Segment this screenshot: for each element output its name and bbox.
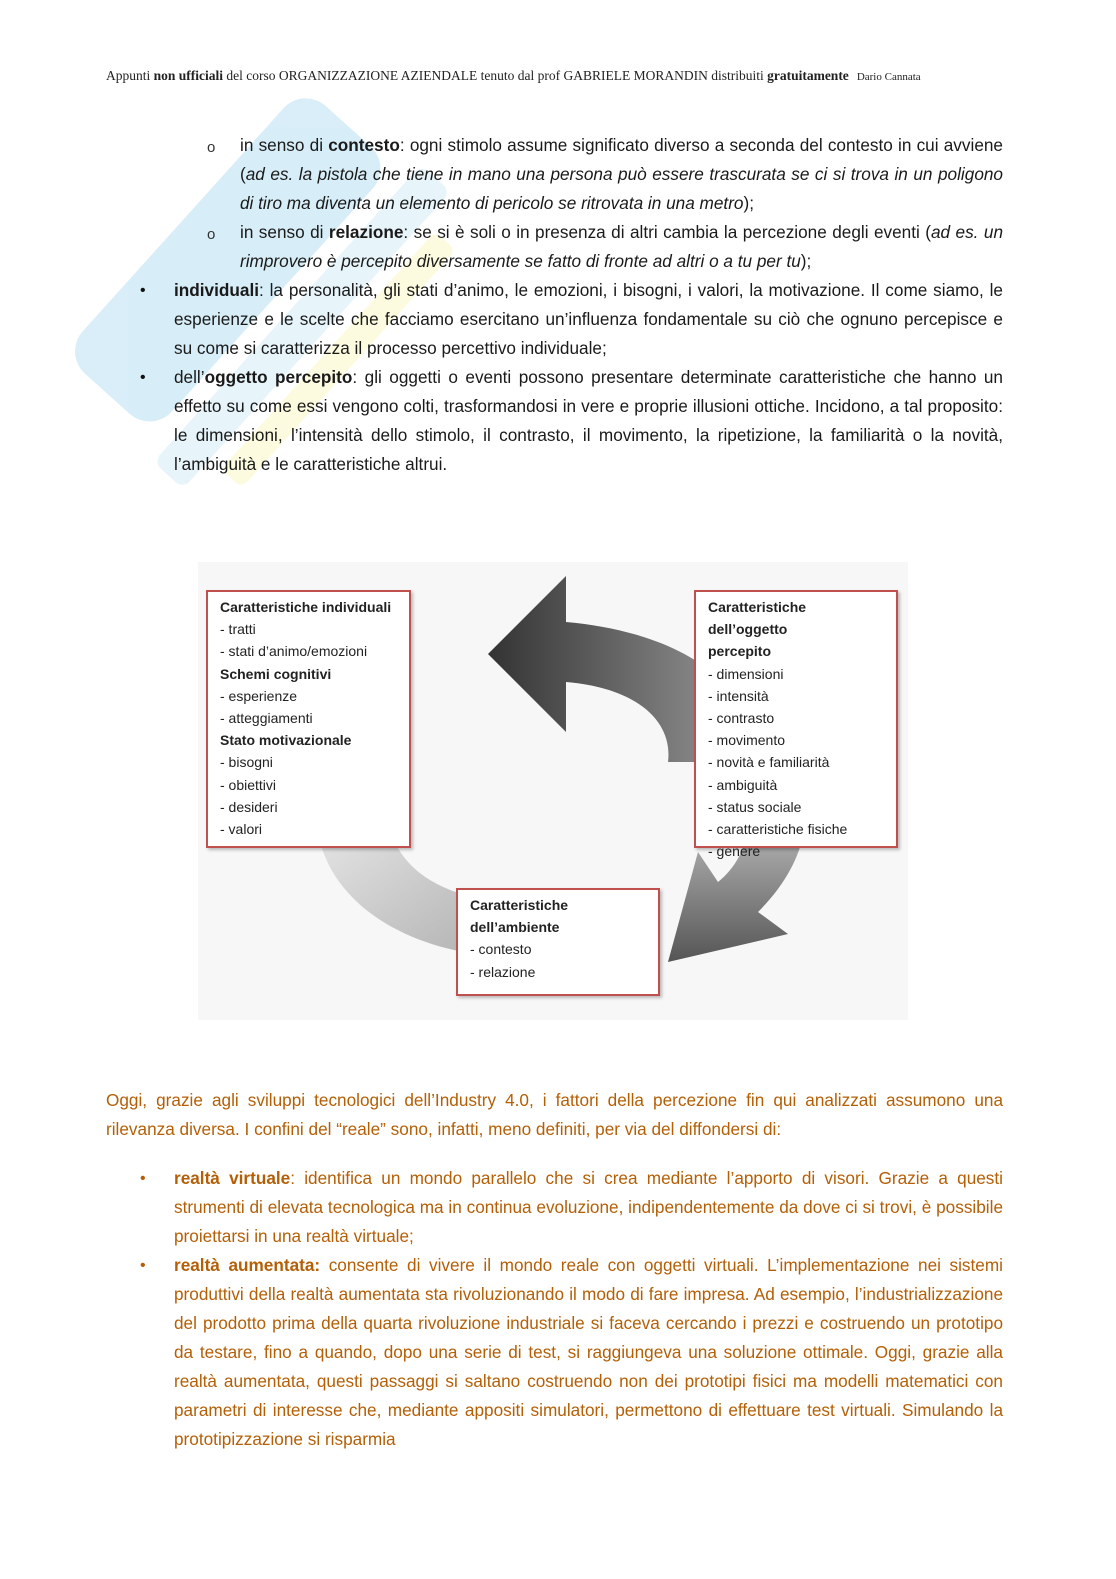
term-realta-virtuale: realtà virtuale [174, 1168, 291, 1188]
term-oggetto-percepito: oggetto percepito [204, 367, 353, 387]
bullet-individuali: individuali: la personalità, gli stati d’animo, le emozioni, i bisogni, i valori, la motivazione. Il come siamo, le esperienze e le scelte che facciamo esercitano un’influenza fondamentale su ciò che ognuno percepisce e su come si caratterizza il processo percettivo individuale; [174, 280, 1003, 358]
header-author: Dario Cannata [856, 71, 921, 83]
term-contesto: contesto [328, 135, 400, 155]
box-caratteristiche-oggetto: Caratteristiche dell’oggetto percepito - dimensioni - intensità - contrasto - movimento - novità e familiarità - ambiguità - status sociale - caratteristiche fisiche - genere [694, 590, 898, 848]
box-caratteristiche-ambiente: Caratteristiche dell’ambiente - contesto - relazione [456, 888, 660, 996]
term-relazione: relazione [328, 222, 404, 242]
example-text: ad es. la pistola che tiene in mano una persona può essere trascurata se ci si trova in un poligono di tiro ma diventa un elemento di pericolo se ritrovata in una metro [240, 164, 1003, 213]
header-text: del corso ORGANIZZAZIONE AZIENDALE tenuto dal prof GABRIELE MORANDIN distribuiti [223, 68, 768, 83]
sub-bullet-contesto: in senso di contesto: ogni stimolo assume significato diverso a seconda del contesto in cui avviene (ad es. la pistola che tiene in mano una persona può essere trascurata se ci si trova in un poligono di tiro ma diventa un elemento di pericolo se ritrovata in una metro); [240, 135, 1003, 213]
box-caratteristiche-individuali: Caratteristiche individuali - tratti - stati d’animo/emozioni Schemi cognitivi - esperienze - atteggiamenti Stato motivazionale - bisogni - obiettivi - desideri - valori [206, 590, 411, 848]
header-bold: non ufficiali [153, 68, 224, 83]
circle-bullet-icon: o [207, 226, 216, 243]
header-text: Appunti [106, 68, 154, 83]
term-individuali: individuali [174, 280, 259, 300]
bullet-icon: • [140, 1170, 146, 1187]
sub-bullet-relazione: in senso di relazione: se si è soli o in presenza di altri cambia la percezione degli eventi (ad es. un rimprovero è percepito diversamente se fatto di fronte ad altri o a tu per tu); [240, 222, 1003, 271]
header-bold: gratuitamente [767, 68, 849, 83]
bullet-icon: • [140, 369, 146, 386]
bullet-icon: • [140, 282, 146, 299]
term-realta-aumentata: realtà aumentata: [174, 1255, 321, 1275]
bullet-oggetto-percepito: dell’oggetto percepito: gli oggetti o eventi possono presentare determinate caratteristiche che hanno un effetto su come essi vengono colti, trasformandosi in vere e proprie illusioni ottiche. Incidono, a tal proposito: le dimensioni, l’intensità dello stimolo, il contrasto, il movimento, la ripetizione, la familiarità o la novità, l’ambiguità e le caratteristiche altrui. [174, 367, 1003, 474]
page-header [106, 68, 1006, 84]
bullet-icon: • [140, 1257, 146, 1274]
bullet-realta-virtuale: realtà virtuale: identifica un mondo parallelo che si crea mediante l’apporto di visori. Grazie a questi strumenti di elevata tecnologica ma in continua evoluzione, indipendentemente da dove ci si trovi, è possibile proiettarsi in una realtà virtuale; [174, 1168, 1003, 1246]
bullet-realta-aumentata: realtà aumentata: consente di vivere il mondo reale con oggetti virtuali. L’implementazione nei sistemi produttivi della realtà aumentata sta rivoluzionando il modo di fare impresa. Ad esempio, l’industrializzazione del prodotto prima della quarta rivoluzione industriale si faceva cercando i prezzi e costruendo un prototipo da testare, fino a quando, dopo una serie di test, si raggiungeva una soluzione ottimale. Oggi, grazie alla realtà aumentata, questi passaggi si saltano costruendo non dei prototipi fisici ma modelli matematici con parametri di interesse che, mediante appositi simulatori, permettono di effettuare test virtuali. Simulando la prototipizzazione si risparmia [174, 1255, 1003, 1449]
paragraph-industry-4-0: Oggi, grazie agli sviluppi tecnologici dell’Industry 4.0, i fattori della percezione fin qui analizzati assumono una rilevanza diversa. I confini del “reale” sono, infatti, meno definiti, per via del diffondersi di: [106, 1090, 1003, 1139]
perception-cycle-diagram [198, 562, 908, 1020]
circle-bullet-icon: o [207, 139, 216, 156]
example-text: ad es. un rimprovero è percepito diversamente se fatto di fronte ad altri o a tu per tu [240, 222, 1003, 271]
